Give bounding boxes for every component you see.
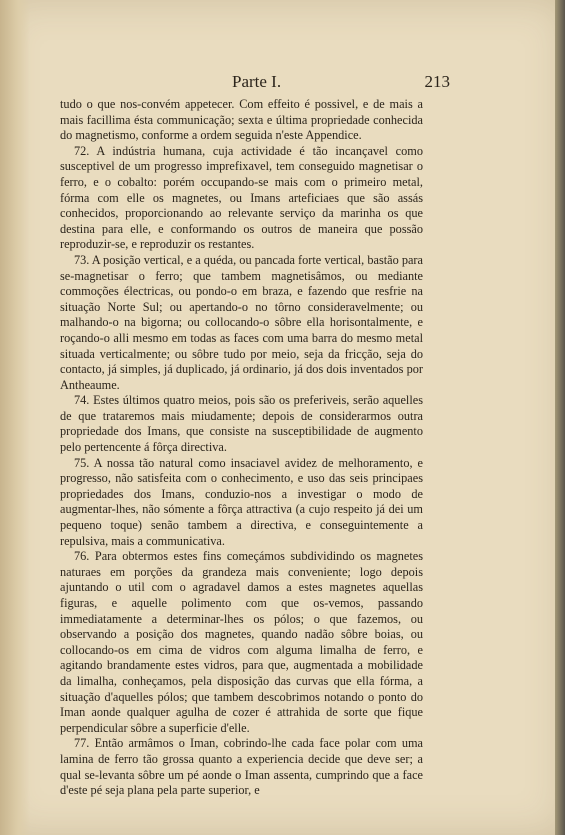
- body-text: [60, 97, 423, 799]
- running-head-title: Parte I.: [232, 72, 282, 91]
- page-gutter-shadow: [0, 0, 30, 835]
- paragraph-76: 76. Para obtermos estes fins começámos subdividindo os magnetes naturaes em porções da grandeza mais conveniente; logo depois ajuntando o util com o agradavel damos a estes magnetes aquellas figuras, e aquelle polimento com que os-vemos, passando immediatamente a determinar-lhes os pólos; o que fazemos, ou observando a posição dos magnetes, quando nadão sôbre boias, ou collocando-os em cima de vidros com alguma limalha de ferro, e agitando brandamente estes vidros, para que, augmentada a mobilidade da limalha, conheçamos, pela disposição das curvas que ella fórma, a situação d'aquelles pólos; que tambem descobrimos notando o ponto do Iman aonde qualquer agulha de cozer é attrahida de sorte que fique perpendicular sôbre a superficie d'elle.: [60, 549, 423, 735]
- paragraph-74: 74. Estes últimos quatro meios, pois são os preferiveis, serão aquelles de que trataremos mais miudamente; depois de considerarmos outra propriedade dos Imans, que consiste na susceptibilidade de augmento pelo pertencente á fôrça directiva.: [60, 393, 423, 455]
- paragraph-72: 72. A indústria humana, cuja actividade é tão incançavel como susceptivel de um progresso imprefixavel, tem conseguido magnetisar o ferro, e o cobalto: porém occupando-se mais com o primeiro metal, fórma com elle os magnetes, ou Imans arteficiaes que são assás conhecidos, proporcionando ao relevante serviço da marinha os que destina para elle, e conformando os outros de maneira que possão reproduzir-se, e reproduzir os restantes.: [60, 143, 423, 252]
- page-edge: [555, 0, 565, 835]
- page-number: 213: [424, 72, 450, 91]
- paragraph-continuation: tudo o que nos-convém appetecer. Com effeito é possivel, e de mais a mais facillima ésta communicação; sexta e última propriedade conhecida do magnetismo, conforme a ordem seguida n'este Appendice.: [60, 97, 423, 143]
- paragraph-75: 75. A nossa tão natural como insaciavel avidez de melhoramento, e progresso, não satisfeita com o conhecimento, e uso das seis principaes propriedades dos Imans, conduzio-nos a investigar o modo de augmentar-lhes, não sómente a fôrça attractiva (a cujo respeito já dei um pequeno toque) senão tambem a directiva, e conseguintemente a repulsiva, mais a communicativa.: [60, 455, 423, 548]
- paragraph-77: 77. Então armâmos o Iman, cobrindo-lhe cada face polar com uma lamina de ferro tão grossa quanto a experiencia decide que deve ser; a qual se-levanta sôbre um pé aonde o Iman assenta, cumprindo que a face d'este pé seja plana pela parte superior, e: [60, 736, 423, 798]
- paragraph-73: 73. A posição vertical, e a quéda, ou pancada forte vertical, bastão para se-magnetisar o ferro; que tambem magnetisâmos, ou mediante commoções électricas, ou pondo-o em braza, e fazendo que resfrie na situação Norte Sul; ou apertando-o no tôrno consideravelmente; ou malhando-o na bigorna; ou collocando-o sôbre ella horisontalmente, e roçando-o alli mesmo em todas as faces com uma barra do mesmo metal situada verticalmente; ou sôbre tudo por meio, seja da fricção, seja do contacto, já simples, já duplicado, já ordinario, já dos dois inventados por Antheaume.: [60, 252, 423, 392]
- running-head: [80, 72, 450, 96]
